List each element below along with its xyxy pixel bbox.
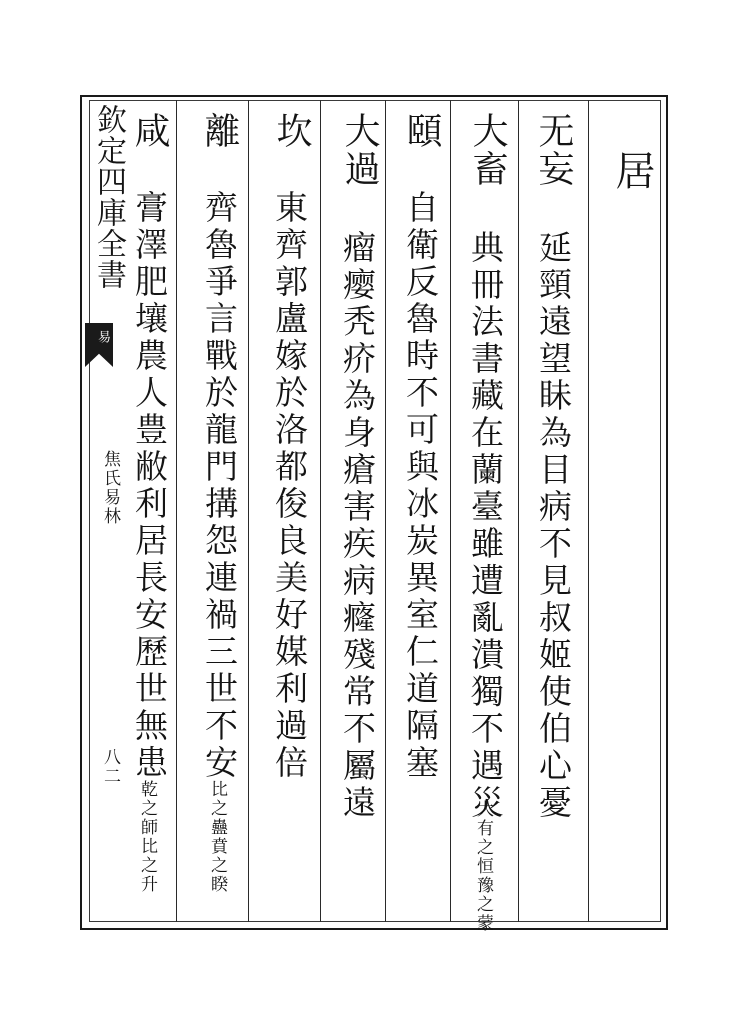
hexagram-name: 咸	[129, 112, 170, 150]
fish-tail-text: 易	[95, 330, 110, 345]
verse-text: 延頸遠望眛為目病不見叔姬使伯心憂	[534, 230, 573, 822]
column-rule	[248, 100, 249, 922]
column-rule	[588, 100, 589, 922]
hexagram-name: 无妄	[533, 112, 574, 188]
verse-text: 膏澤肥壤農人豊敝利居長安歷世無患	[130, 190, 169, 782]
annotation-note: 比之蠱賁之睽	[207, 780, 227, 894]
book-title: 欽定四庫全書	[91, 104, 126, 290]
verse-text: 齊魯爭言戰於龍門搆怨連禍三世不安	[200, 190, 239, 782]
page-number: 八二	[100, 748, 120, 786]
column-rule	[320, 100, 321, 922]
annotation-note: 大有之恒豫之蒙	[473, 800, 493, 933]
hexagram-name: 大畜	[467, 112, 508, 188]
verse-text: 自衛反魯時不可與冰炭異室仁道隔塞	[401, 190, 440, 782]
hexagram-name: 離	[199, 112, 240, 150]
column-rule	[518, 100, 519, 922]
verse-text: 東齊郭盧嫁於洛都俊良美好媒利過倍	[270, 190, 309, 782]
annotation-note: 乾之師比之升	[137, 780, 157, 894]
hexagram-name: 頤	[401, 112, 442, 150]
column-title: 居	[609, 150, 655, 190]
column-rule	[450, 100, 451, 922]
verse-text: 典冊法書藏在蘭臺雖遭亂潰獨不遇災	[466, 230, 505, 822]
hexagram-name: 大過	[339, 112, 380, 188]
column-rule	[385, 100, 386, 922]
column-rule	[176, 100, 177, 922]
hexagram-name: 坎	[271, 112, 312, 150]
verse-text: 瘤瘿秃疥為身瘡害疾病癃殘常不屬遠	[338, 230, 377, 822]
work-title: 焦氏易林	[100, 450, 120, 526]
